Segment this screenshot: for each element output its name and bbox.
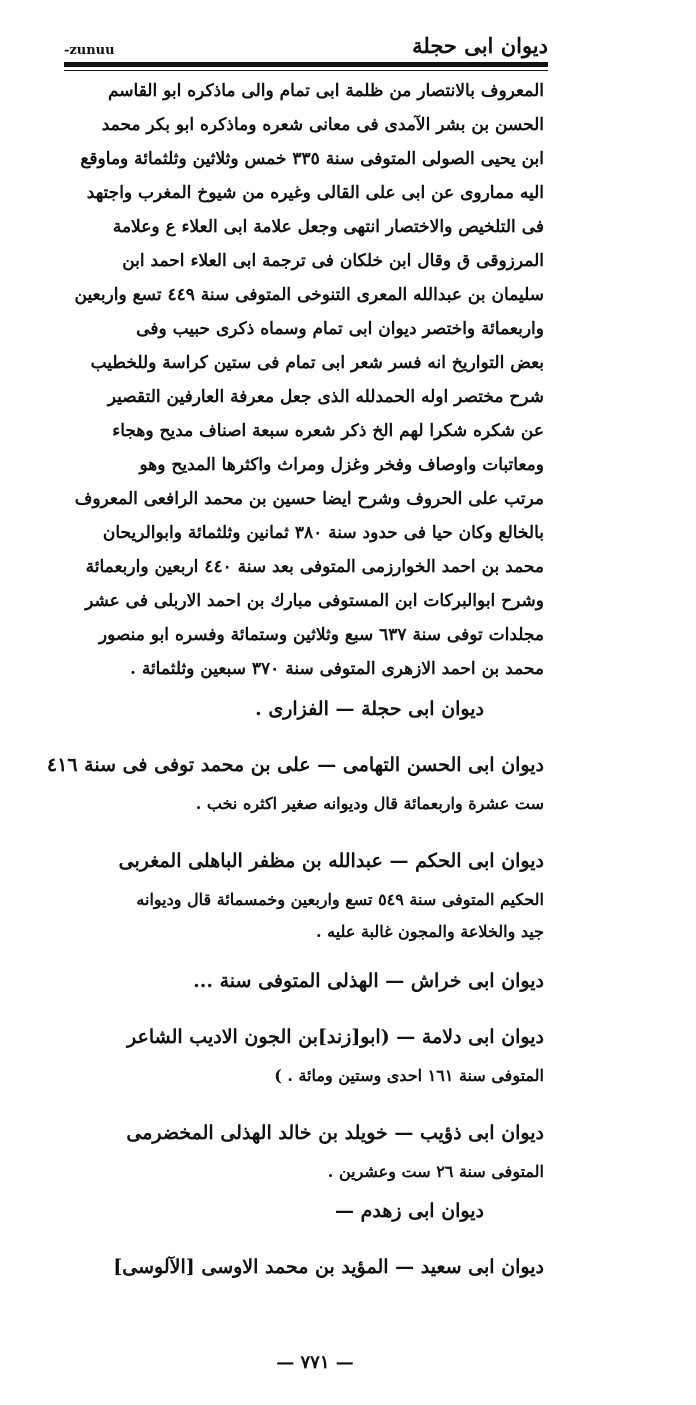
- text-line: المرزوقى ق وقال ابن خلكان فى ترجمة ابى العلاء احمد ابن: [122, 251, 544, 271]
- entry-heading: ديوان ابى زهدم —: [335, 1200, 484, 1222]
- intro-paragraph: [74, 74, 544, 686]
- entry-text-line: الحكيم المتوفى سنة ٥٤٩ تسع واربعين وخمسمائة قال وديوانه: [136, 890, 544, 909]
- running-head: [64, 28, 548, 58]
- entry-abi-al-hakam: [78, 838, 544, 948]
- text-line: واربعمائة واختصر ديوان ابى تمام وسماه ذكرى حبيب وفى: [136, 319, 544, 339]
- entry-heading: ديوان ابى دلامة — (ابو[زند]بن الجون الاديب الشاعر: [127, 1026, 544, 1048]
- text-line: محمد بن احمد الخوارزمى المتوفى بعد سنة ٤٤٠ اربعين واربعمائة: [85, 557, 544, 577]
- header-rule-thick: [64, 62, 548, 67]
- text-line: وشرح ابوالبركات ابن المستوفى مبارك بن احمد الاربلى فى عشر: [85, 591, 544, 611]
- text-line: بعض التواريخ انه فسر شعر ابى تمام فى ستين كراسة وللخطيب: [90, 353, 544, 373]
- entry-heading: ديوان ابى سعيد — المؤيد بن محمد الاوسى [الآلوسى]: [113, 1256, 544, 1278]
- entry-abi-dulama: [78, 1014, 544, 1092]
- entry-abi-dhuayb: [78, 1110, 544, 1188]
- entry-abi-said: [78, 1244, 544, 1290]
- text-line: مجلدات توفى سنة ٦٣٧ سبع وثلاثين وستمائة وفسره ابو منصور: [98, 625, 544, 645]
- running-title: ديوان ابى حجلة: [412, 33, 548, 58]
- entry-abi-khirash: [78, 958, 544, 1004]
- header-rule-thin: [64, 70, 548, 71]
- entry-text-line: المتوفى سنة ٢٦ ست وعشرين .: [327, 1162, 544, 1181]
- entry-abi-al-hasan-al-tihami: [46, 742, 544, 820]
- entry-heading: ديوان ابى حجلة — الفزارى .: [255, 698, 484, 720]
- entry-abi-zahdam: [78, 1188, 544, 1234]
- entry-heading: ديوان ابى الحكم — عبدالله بن مظفر الباهلى المغربى: [118, 850, 544, 872]
- text-line: اليه مماروى عن ابى على القالى وغيره من شيوخ المغرب واجتهد: [86, 183, 544, 203]
- text-line: الحسن بن بشر الآمدى فى معانى شعره وماذكره ابو بكر محمد: [101, 115, 544, 135]
- running-code: -zunuu: [64, 43, 115, 58]
- text-line: بالخالع وكان حيا فى حدود سنة ٣٨٠ ثمانين وثلثمائة وابوالريحان: [102, 523, 544, 543]
- entry-text-line: المتوفى سنة ١٦١ احدى وستين ومائة . ): [274, 1066, 544, 1085]
- text-line: فى التلخيص والاختصار انتهى وجعل علامة ابى العلاء ع وعلامة: [112, 217, 544, 237]
- entry-heading: ديوان ابى خراش — الهذلى المتوفى سنة ...: [193, 970, 544, 992]
- text-line: المعروف بالانتصار من ظلمة ابى تمام والى ماذكره ابو القاسم: [107, 81, 544, 101]
- page-body: [46, 74, 544, 1334]
- entry-heading: ديوان ابى الحسن التهامى — على بن محمد توفى فى سنة ٤١٦: [46, 754, 544, 776]
- text-line: مرتب على الحروف وشرح ايضا حسين بن محمد الرافعى المعروف: [74, 489, 544, 509]
- entry-text-line: جيد والخلاعة والمجون غالبة عليه .: [316, 922, 544, 941]
- text-line: عن شكره شكرا لهم الخ ذكر شعره سبعة اصناف مديح وهجاء: [112, 421, 544, 441]
- entry-heading: ديوان ابى ذؤيب — خويلد بن خالد الهذلى المخضرمى: [126, 1122, 544, 1144]
- text-line: شرح مختصر اوله الحمدلله الذى جعل معرفة العارفين التقصير: [107, 387, 544, 407]
- entry-abi-hajala: [78, 686, 544, 732]
- text-line: سليمان بن عبدالله المعرى التنوخى المتوفى سنة ٤٤٩ تسع واربعين: [74, 285, 544, 305]
- text-line: محمد بن احمد الازهرى المتوفى سنة ٣٧٠ سبعين وثلثمائة .: [130, 659, 544, 679]
- text-line: ابن يحيى الصولى المتوفى سنة ٣٣٥ خمس وثلاثين وثلثمائة وماوقع: [80, 149, 544, 169]
- entry-text-line: ست عشرة واربعمائة قال وديوانه صغير اكثره نخب .: [195, 794, 544, 813]
- text-line: ومعاتبات واوصاف وفخر وغزل ومراث واكثرها المديح وهو: [139, 455, 544, 475]
- page-number: — ٧٧١ —: [276, 1352, 354, 1373]
